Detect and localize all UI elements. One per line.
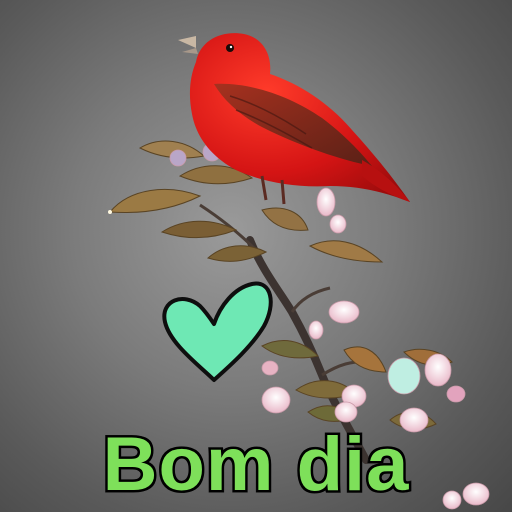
sparkle [108, 210, 112, 214]
greeting-text: Bom dia [102, 422, 410, 507]
heart-icon [164, 284, 270, 380]
